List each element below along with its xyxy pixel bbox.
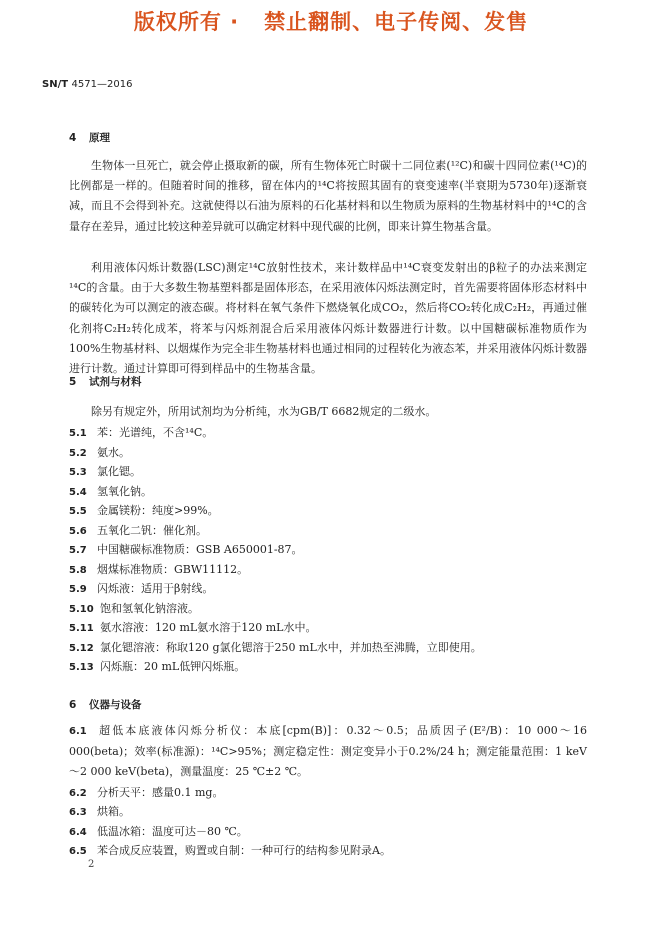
instrument-item: 6.3 烘箱。	[69, 805, 130, 818]
reagent-item: 5.13 闪烁瓶：20 mL低钾闪烁瓶。	[69, 660, 246, 673]
standard-code	[42, 79, 132, 90]
reagent-item: 5.5 金属镁粉：纯度>99%。	[69, 504, 219, 517]
reagent-item: 5.11 氨水溶液：120 mL氨水溶于120 mL水中。	[69, 621, 317, 634]
section-heading-principle	[69, 130, 110, 145]
section-heading-reagents	[69, 374, 142, 389]
instrument-item: 6.5 苯合成反应装置，购置或自制：一种可行的结构参见附录A。	[69, 844, 391, 857]
section-title: 原理	[89, 132, 110, 144]
reagent-item: 5.2 氨水。	[69, 446, 130, 459]
reagent-item: 5.10 饱和氢氧化钠溶液。	[69, 602, 199, 615]
reagent-item: 5.7 中国糖碳标准物质：GSB A650001-87。	[69, 543, 303, 556]
copyright-watermark: 版权所有 · 禁止翻制、电子传阅、发售	[133, 10, 529, 34]
section-title: 试剂与材料	[89, 376, 142, 388]
instrument-item: 6.1 超低本底液体闪烁分析仪：本底[cpm(B)]：0.32～0.5；品质因子(E²/B)：10 000～16 000(beta)；效率(标准源)：¹⁴C>95%；测定稳定性：测定变异小于0.2%/24 h；测定能量范围：1 keV～2 000 keV(beta)，测量温度：25 ℃±2 ℃。	[69, 724, 587, 779]
section-number: 6	[69, 699, 77, 711]
section-number: 4	[69, 132, 77, 144]
principle-paragraph-2: 利用液体闪烁计数器(LSC)测定¹⁴C放射性技术，来计数样品中¹⁴C衰变发射出的β粒子的办法来测定¹⁴C的含量。由于大多数生物基塑料都是固体形态，在采用液体闪烁法测定时，首先需要将固体形态材料中的碳转化为可以测定的液态碳。将材料在氧气条件下燃烧氧化成CO₂，然后将CO₂转化成C₂H₂，再通过催化剂将C₂H₂转化成苯，将苯与闪烁剂混合后采用液体闪烁计数器进行计数。以中国糖碳标准物质作为100%生物基材料、以烟煤作为完全非生物基材料也通过相同的过程转化为液态苯，并采用液体闪烁计数器进行计数。通过计算即可得到样品中的生物基含量。	[69, 261, 587, 376]
standard-number: 4571—2016	[71, 79, 133, 90]
page-number: 2	[88, 859, 95, 870]
reagent-item: 5.12 氯化锶溶液：称取120 g氯化锶溶于250 mL水中，并加热至沸腾，立即使用。	[69, 641, 482, 654]
instrument-item: 6.4 低温冰箱：温度可达－80 ℃。	[69, 825, 248, 838]
reagent-item: 5.4 氢氧化钠。	[69, 485, 152, 498]
reagent-item: 5.8 烟煤标准物质：GBW11112。	[69, 563, 249, 576]
section-heading-instruments	[69, 697, 142, 712]
reagent-item: 5.3 氯化锶。	[69, 465, 141, 478]
reagents-intro: 除另有规定外，所用试剂均为分析纯，水为GB/T 6682规定的二级水。	[91, 405, 437, 418]
reagent-item: 5.1 苯：光谱纯，不含¹⁴C。	[69, 426, 214, 439]
reagent-item: 5.9 闪烁液：适用于β射线。	[69, 582, 214, 595]
standard-prefix: SN/T	[42, 79, 69, 90]
reagent-item: 5.6 五氧化二钒：催化剂。	[69, 524, 207, 537]
instrument-item: 6.2 分析天平：感量0.1 mg。	[69, 786, 224, 799]
section-title: 仪器与设备	[89, 699, 142, 711]
section-number: 5	[69, 376, 77, 388]
principle-paragraph-1: 生物体一旦死亡，就会停止摄取新的碳，所有生物体死亡时碳十二同位素(¹²C)和碳十四同位素(¹⁴C)的比例都是一样的。但随着时间的推移，留在体内的¹⁴C将按照其固有的衰变速率(半衰期为5730年)逐渐衰减，而且不会得到补充。这就使得以石油为原料的石化基材料和以生物质为原料的生物基材料中的¹⁴C的含量存在差异，通过比较这种差异就可以确定材料中现代碳的比例，即来计算生物基含量。	[69, 159, 587, 233]
